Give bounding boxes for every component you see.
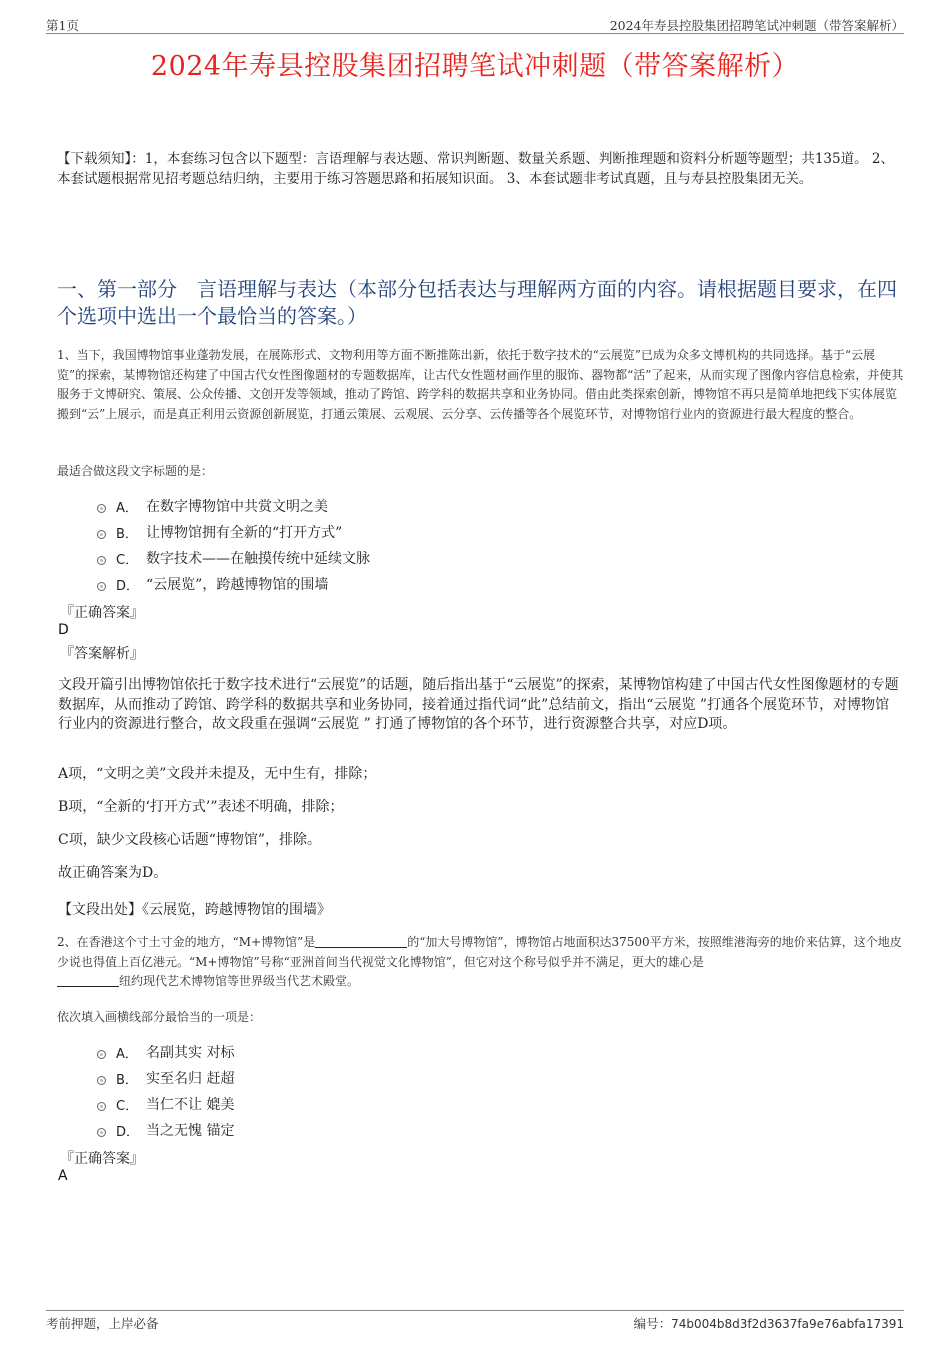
analysis-text: 文段开篇引出博物馆依托于数字技术进行“云展览”的话题，随后指出基于“云展览”的探索，某博物馆构建了中国古代女性图像题材的专题数据库，从而推动了跨馆、跨学科的数据共享和业务协同，接着通过指代词“此”总结前文，指出“云展览 ”打通各个展览环节，对博物馆行业内的资源进行整合，故文段重在强调“云展览 ” 打通了博物馆的各个环节，进行资源整合共享，对应D项。: [58, 677, 899, 732]
radio-icon[interactable]: [97, 1128, 106, 1137]
footer-slogan: 考前押题，上岸必备: [46, 1316, 159, 1331]
correct-answer: D: [58, 622, 69, 638]
question-2-stem: 2、在香港这个寸土寸金的地方，“M+博物馆”是 的“加大号博物馆”，博物馆占地面积达37500平方米，按照维港海旁的地价来估算，这个地皮少说也得值上百亿港元。“M+博物馆”号称“亚洲首间当代视觉文化博物馆”，但它对这个称号似乎并不满足，更大的雄心是 纽约现代艺术博物馆等世界级当代艺术殿堂。: [57, 935, 902, 988]
option-text: 当仁不让 媲美: [146, 1097, 235, 1113]
option-b[interactable]: B． 实至名归 赶超: [97, 1065, 234, 1091]
option-d[interactable]: D． “云展览”，跨越博物馆的围墙: [97, 571, 370, 597]
radio-icon[interactable]: [97, 1050, 106, 1059]
question-1-stem: 1、当下，我国博物馆事业蓬勃发展，在展陈形式、文物利用等方面不断推陈出新，依托于数字技术的“云展览”已成为众多文博机构的共同选择。基于“云展览”的探索，某博物馆还构建了中国古代女性图像题材的专题数据库，让古代女性题材画作里的服饰、器物都“活”了起来，从而实现了图像内容信息检索，并使其服务于文博研究、策展、公众传播、文创开发等领域，推动了跨馆、跨学科的数据共享和业务协同。借由此类探索创新，博物馆不再只是简单地把线下实体展览搬到“云”上展示，而是真正利用云资源创新展览，打通云策展、云观展、云分享、云传播等各个展览环节，对博物馆行业内的资源进行最大程度的整合。: [57, 348, 904, 421]
option-text: 数字技术——在触摸传统中延续文脉: [146, 551, 370, 567]
document-title: 2024年寿县控股集团招聘笔试冲刺题（带答案解析）: [150, 51, 800, 82]
question-1-options: [97, 493, 370, 597]
radio-icon[interactable]: [97, 504, 106, 513]
option-text: 实至名归 赶超: [146, 1071, 235, 1087]
option-d[interactable]: D． 当之无愧 锚定: [97, 1117, 234, 1143]
analysis-note-c: C项，缺少文段核心话题“博物馆”，排除。: [58, 832, 322, 848]
correct-answer-label: 『正确答案』: [60, 1151, 144, 1167]
fill-blank-1[interactable]: [315, 935, 407, 948]
section-heading: 一、第一部分 言语理解与表达（本部分包括表达与理解两方面的内容。请根据题目要求，在四个选项中选出一个最恰当的答案。）: [57, 277, 897, 328]
option-c[interactable]: C． 当仁不让 媲美: [97, 1091, 234, 1117]
option-c[interactable]: C． 数字技术——在触摸传统中延续文脉: [97, 545, 370, 571]
document-code: 编号：74b004b8d3f2d3637fa9e76abfa17391: [633, 1316, 904, 1331]
question-2-options: [97, 1039, 234, 1143]
analysis-label: 『答案解析』: [60, 646, 144, 662]
option-text: 让博物馆拥有全新的“打开方式”: [146, 525, 343, 541]
download-notice: 【下载须知】：1，本套练习包含以下题型：言语理解与表达题、常识判断题、数量关系题、判断推理题和资料分析题等题型；共135道。 2、本套试题根据常见招考题总结归纳，主要用于练习答题思路和拓展知识面。 3、本套试题非考试真题，且与寿县控股集团无关。: [57, 151, 894, 187]
radio-icon[interactable]: [97, 556, 106, 565]
radio-icon[interactable]: [97, 530, 106, 539]
question-2-prompt: 依次填入画横线部分最恰当的一项是：: [57, 1010, 262, 1024]
passage-source: 【文段出处】《云展览，跨越博物馆的围墙》: [58, 902, 331, 918]
option-text: 当之无愧 锚定: [146, 1123, 235, 1139]
option-b[interactable]: B． 让博物馆拥有全新的“打开方式”: [97, 519, 370, 545]
radio-icon[interactable]: [97, 1102, 106, 1111]
question-1-prompt: 最适合做这段文字标题的是：: [57, 464, 214, 478]
analysis-note-b: B项，“全新的‘打开方式’”表述不明确，排除；: [58, 799, 344, 815]
analysis-note-a: A项，“文明之美”文段并未提及，无中生有，排除；: [58, 766, 377, 782]
fill-blank-2[interactable]: [57, 974, 119, 987]
option-text: “云展览”，跨越博物馆的围墙: [146, 577, 329, 593]
option-a[interactable]: A． 名副其实 对标: [97, 1039, 234, 1065]
option-a[interactable]: A． 在数字博物馆中共赏文明之美: [97, 493, 370, 519]
option-text: 名副其实 对标: [146, 1045, 235, 1061]
page-number: 第1页: [46, 18, 79, 33]
analysis-conclusion: 故正确答案为D。: [58, 865, 168, 881]
correct-answer-label: 『正确答案』: [60, 605, 144, 621]
radio-icon[interactable]: [97, 1076, 106, 1085]
header-doc-title: 2024年寿县控股集团招聘笔试冲刺题（带答案解析）: [609, 18, 904, 33]
page-header: [46, 14, 904, 34]
correct-answer: A: [58, 1168, 68, 1184]
option-text: 在数字博物馆中共赏文明之美: [146, 499, 328, 515]
page-footer: [46, 1310, 904, 1330]
radio-icon[interactable]: [97, 582, 106, 591]
